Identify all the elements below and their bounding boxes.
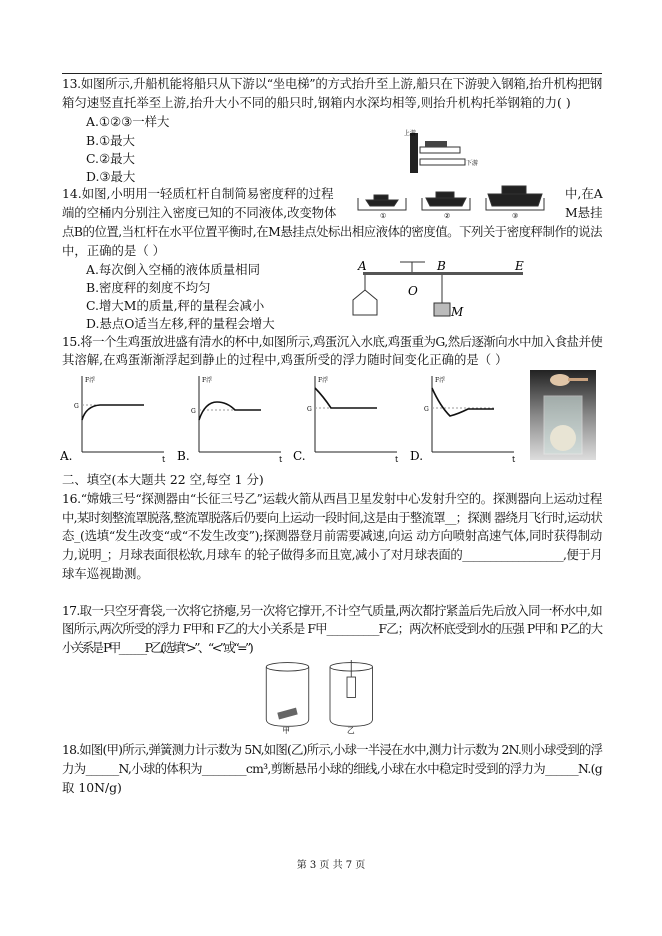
- label-m: M: [451, 305, 464, 319]
- ship-lift-figure: [400, 125, 480, 175]
- q15-line: 15.将一个生鸡蛋放进盛有清水的杯中,如图所示,鸡蛋沉入水底,鸡蛋重为G,然后逐渐向水中加入食盐并使: [62, 334, 603, 349]
- q14-line: 端的空桶内分别注入密度已知的不同液体,改变物体: [62, 205, 337, 220]
- q16-line: 16.“嫦娥三号“探测器由“长征三号乙”运载火箭从西昌卫星发射中心发射升空的。探测器向上运动过程: [62, 491, 602, 506]
- buoyancy-curve: [315, 388, 377, 408]
- y-axis-label: F浮: [202, 377, 213, 384]
- y-axis-label: F浮: [435, 377, 446, 384]
- y-axis-label: F浮: [85, 377, 96, 384]
- q14-option-d: D.悬点O适当左移,秤的量程会增大: [86, 316, 275, 331]
- q14-option-a: A.每次倒入空桶的液体质量相同: [86, 262, 260, 277]
- q14-option-c: C.增大M的质量,秤的量程会减小: [86, 298, 265, 313]
- g-label: G: [74, 403, 79, 410]
- option-label: A.: [60, 449, 73, 463]
- buoyancy-curve: [199, 402, 261, 420]
- header-rule: [62, 73, 602, 74]
- x-axis-label: t: [395, 455, 399, 464]
- y-axis-label: F浮: [318, 377, 329, 384]
- option-label: D.: [410, 449, 424, 463]
- label-o: O: [408, 284, 418, 298]
- graph-option: [410, 370, 520, 465]
- buoyancy-curve: [82, 405, 144, 420]
- q13-line: 13.如图所示,升船机能将船只从下游以“坐电梯”的方式抬升至上游,船只在下游驶入钢箱,抬升机构把钢: [62, 76, 602, 91]
- q18-line: 取 10N/g): [62, 780, 122, 795]
- page-footer: 第 3 页 共 7 页: [296, 860, 366, 871]
- egg-cup-photo: [530, 370, 596, 460]
- ships-figure: [350, 178, 550, 220]
- q17-line: 图所示,两次所受的浮力 F甲和 F乙的大小关系是 F甲__________F乙；两次杯底受到水的压强 P甲和 P乙的大: [62, 621, 602, 636]
- x-axis-label: t: [279, 455, 283, 464]
- ship-label: ②: [444, 212, 451, 220]
- q18-line: 力为______N,小球的体积为________cm³,剪断悬吊小球的细线,小球在水中稳定时受到的浮力为______N.(g: [62, 761, 602, 776]
- option-label: C.: [293, 449, 306, 463]
- q14-line: M悬挂: [565, 205, 603, 220]
- ship-label: ③: [512, 212, 519, 220]
- graph-option: [60, 370, 170, 465]
- label-yi: 乙: [347, 726, 355, 734]
- label-e: E: [515, 259, 524, 273]
- q16-line: 球车巡视勘测。: [62, 566, 149, 581]
- g-label: G: [424, 406, 429, 413]
- q13-option-a: A.①②③一样大: [86, 114, 170, 129]
- label-a: A: [358, 259, 367, 273]
- q15-line: 其溶解,在鸡蛋渐渐浮起到静止的过程中,鸡蛋所受的浮力随时间变化正确的是（ ）: [62, 352, 508, 367]
- g-label: G: [191, 408, 196, 415]
- graph-option: [177, 370, 287, 465]
- q16-line: 力,说明_；月球表面很松软,月球车 的轮子做得多而且宽,减小了对月球表面的__________________,便于月: [62, 547, 602, 562]
- option-label: B.: [177, 449, 190, 463]
- graph-option: [293, 370, 403, 465]
- q13-option-c: C.②最大: [86, 151, 135, 166]
- ship-label: ①: [380, 212, 387, 220]
- toothpaste-figure: [262, 660, 381, 734]
- label-upstream: 上游: [404, 130, 417, 137]
- q14-option-b: B.密度秤的刻度不均匀: [86, 280, 211, 295]
- q13-option-d: D.③最大: [86, 169, 136, 184]
- q17-line: 17.取一只空牙膏袋,一次将它挤瘪,另一次将它撑开,不计空气质量,两次都拧紧盖后先后放入同一杯水中,如: [62, 603, 602, 618]
- q16-line: 态_(选填“发生改变“或“不发生改变”);探测器登月前需要减速,向运 动方向喷射高速气体,同时获得制动: [62, 528, 602, 543]
- label-b: B: [437, 259, 446, 273]
- q14-line: 14.如图,小明用一轻质杠杆自制简易密度秤的过程: [62, 186, 334, 201]
- q13-line: 箱匀速竖直托举至上游,抬升大小不同的船只时,钢箱内水深均相等,则抬升机构托举钢箱的力( ): [62, 95, 571, 110]
- q14-line: 中，正确的是（ ）: [62, 243, 166, 258]
- g-label: G: [307, 406, 312, 413]
- x-axis-label: t: [162, 455, 166, 464]
- section-heading: 二、填空(本大题共 22 空,每空 1 分): [62, 472, 264, 487]
- q14-line: 点B的位置,当杠杆在水平位置平衡时,在M悬挂点处标出相应液体的密度值。下列关于密度秤制作的说法: [62, 224, 602, 239]
- label-box: 钢箱: [426, 160, 437, 166]
- buoyancy-curve: [432, 388, 494, 416]
- q14-line: 中,在A: [565, 186, 603, 201]
- q18-line: 18.如图(甲)所示,弹簧测力计示数为 5N,如图(乙)所示,小球一半浸在水中,测力计示数为 2N.则小球受到的浮: [62, 742, 603, 757]
- q13-option-b: B.①最大: [86, 133, 135, 148]
- lever-figure: [345, 255, 535, 320]
- q17-line: 小关系是 P甲_______P乙(选填“>”、“<”或“=”): [62, 640, 252, 655]
- label-downstream: 下游: [466, 160, 479, 167]
- x-axis-label: t: [512, 455, 516, 464]
- q16-line: 中,某时刻整流罩脱落,整流罩脱落后仍要向上运动一段时间,这是由于整流罩__；探测 器绕月飞行时,运动状: [62, 510, 602, 525]
- label-jia: 甲: [282, 726, 291, 734]
